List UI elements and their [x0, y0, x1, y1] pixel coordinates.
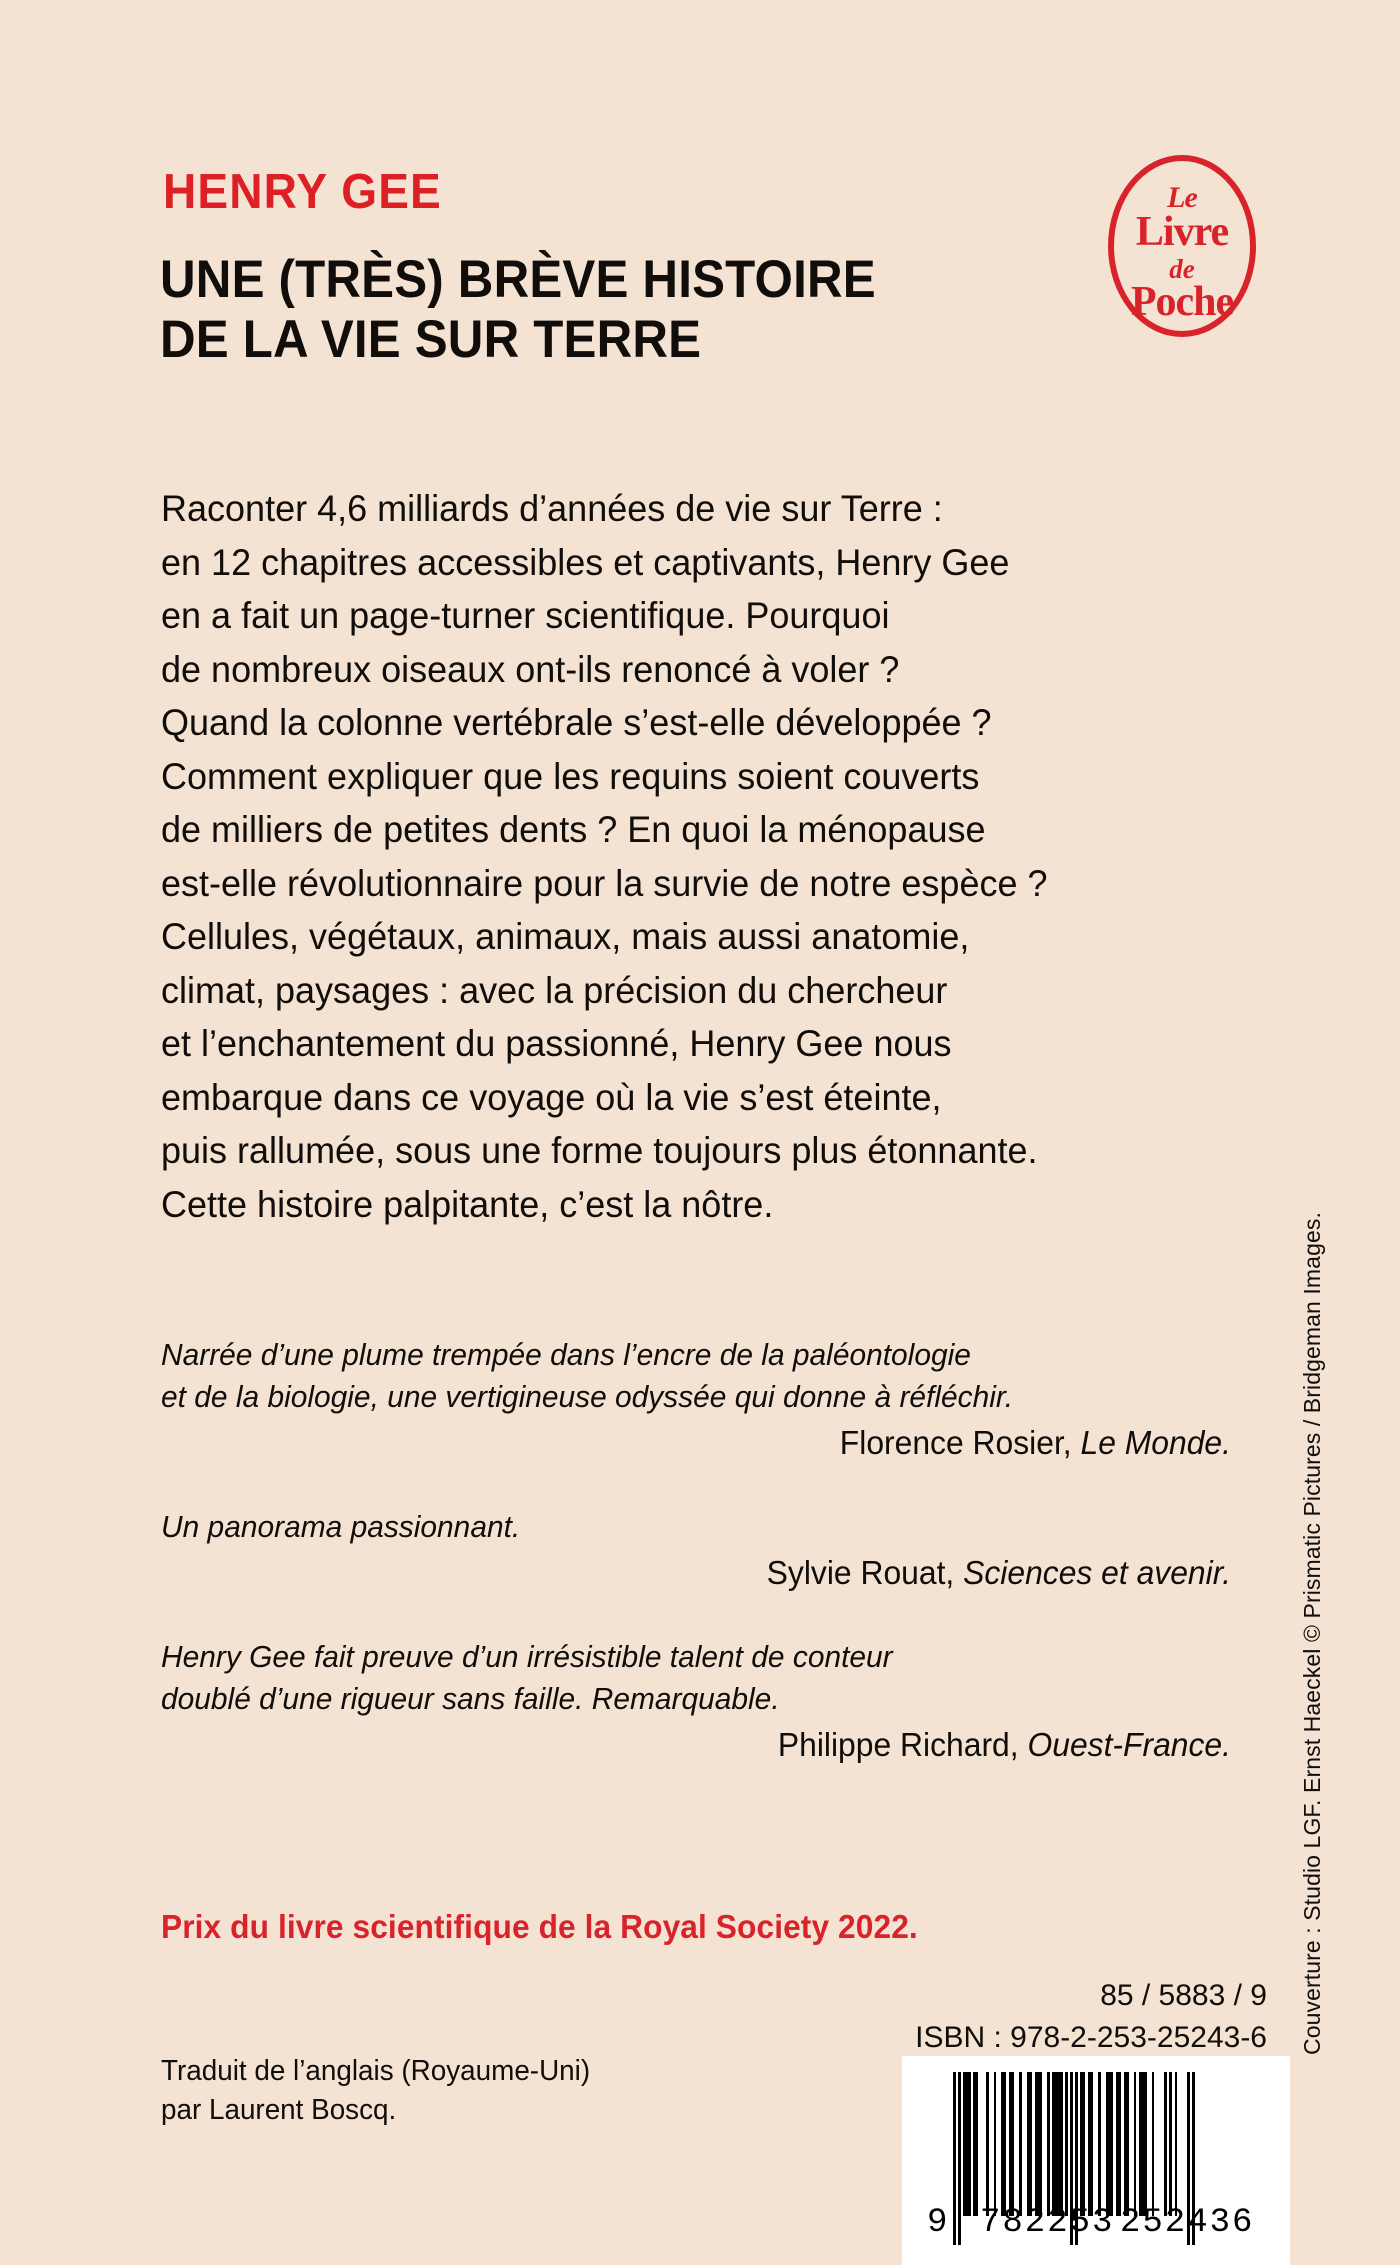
press-quote — [161, 1506, 1231, 1598]
reference-code: 85 / 5883 / 9 — [1100, 1979, 1267, 2012]
quote-author: Philippe Richard, — [777, 1726, 1028, 1763]
blurb-line: Raconter 4,6 milliards d’années de vie sur Terre : — [161, 487, 943, 529]
quote-line: Un panorama passionnant. — [161, 1509, 521, 1544]
translator-credit — [161, 2052, 590, 2130]
logo-line-livre: Livre — [1135, 209, 1229, 255]
quote-attribution — [198, 1418, 1231, 1468]
quote-author: Sylvie Rouat, — [766, 1554, 964, 1591]
blurb-line: embarque dans ce voyage où la vie s’est éteinte, — [161, 1075, 942, 1118]
title-line-2: DE LA VIE SUR TERRE — [160, 309, 702, 369]
press-quotes — [161, 1334, 1231, 1808]
blurb-line: est-elle révolutionnaire pour la survie de notre espèce ? — [161, 861, 1048, 904]
blurb-line: Cellules, végétaux, animaux, mais aussi anatomie, — [161, 915, 970, 957]
quote-attribution — [198, 1548, 1231, 1598]
quote-attribution — [198, 1720, 1231, 1770]
barcode-bars — [953, 2072, 1195, 2216]
quote-source: Le Monde. — [1080, 1424, 1231, 1461]
blurb-line: Quand la colonne vertébrale s’est-elle développée ? — [161, 701, 992, 743]
barcode-lead-digit: 9 — [927, 2204, 948, 2242]
author-name: HENRY GEE — [163, 165, 442, 219]
blurb-line: en a fait un page-turner scientifique. Pourquoi — [161, 594, 890, 636]
le-livre-de-poche-logo — [1108, 155, 1256, 337]
blurb-line: climat, paysages : avec la précision du chercheur — [161, 968, 948, 1011]
quote-source: Ouest-France. — [1027, 1726, 1231, 1763]
quote-line: et de la biologie, une vertigineuse odyssée qui donne à réfléchir. — [161, 1379, 1014, 1414]
blurb-line: Cette histoire palpitante, c’est la nôtre. — [161, 1182, 774, 1225]
blurb-line: Comment expliquer que les requins soient couverts — [161, 754, 980, 797]
barcode-block — [902, 2056, 1290, 2265]
press-quote — [161, 1334, 1231, 1468]
blurb-line: de milliers de petites dents ? En quoi la ménopause — [161, 808, 986, 850]
press-quote — [161, 1636, 1231, 1770]
isbn-code: ISBN : 978-2-253-25243-6 — [915, 2021, 1267, 2054]
quote-source: Sciences et avenir. — [963, 1554, 1231, 1591]
publisher-codes — [915, 1975, 1267, 2059]
blurb-text — [161, 482, 1188, 1231]
logo-line-de: de — [1169, 254, 1195, 284]
quote-author: Florence Rosier, — [839, 1424, 1081, 1461]
blurb-line: en 12 chapitres accessibles et captivants, Henry Gee — [161, 540, 1010, 583]
translator-line-2: par Laurent Boscq. — [161, 2094, 397, 2126]
quote-line: Henry Gee fait preuve d’un irrésistible talent de conteur — [161, 1639, 893, 1674]
logo-line-poche: Poche — [1130, 279, 1234, 325]
logo-line-le: Le — [1167, 181, 1197, 214]
blurb-line: et l’enchantement du passionné, Henry Gee nous — [161, 1022, 952, 1064]
prize-line: Prix du livre scientifique de la Royal Society 2022. — [161, 1908, 918, 1945]
cover-credit: Couverture : Studio LGF. Ernst Haeckel © Prismatic Pictures / Bridgeman Images. — [1299, 1212, 1325, 2055]
book-title — [160, 250, 1053, 370]
barcode-right-group: 252436 — [1120, 2204, 1255, 2242]
quote-line: doublé d’une rigueur sans faille. Remarquable. — [161, 1681, 780, 1716]
barcode-left-group: 782253 — [980, 2204, 1115, 2242]
translator-line-1: Traduit de l’anglais (Royaume-Uni) — [161, 2055, 591, 2087]
barcode-digits — [902, 2204, 1290, 2244]
blurb-line: puis rallumée, sous une forme toujours plus étonnante. — [161, 1129, 1038, 1171]
title-line-1: UNE (TRÈS) BRÈVE HISTOIRE — [160, 250, 876, 309]
quote-line: Narrée d’une plume trempée dans l’encre de la paléontologie — [161, 1337, 971, 1372]
blurb-line: de nombreux oiseaux ont-ils renoncé à voler ? — [161, 647, 900, 690]
